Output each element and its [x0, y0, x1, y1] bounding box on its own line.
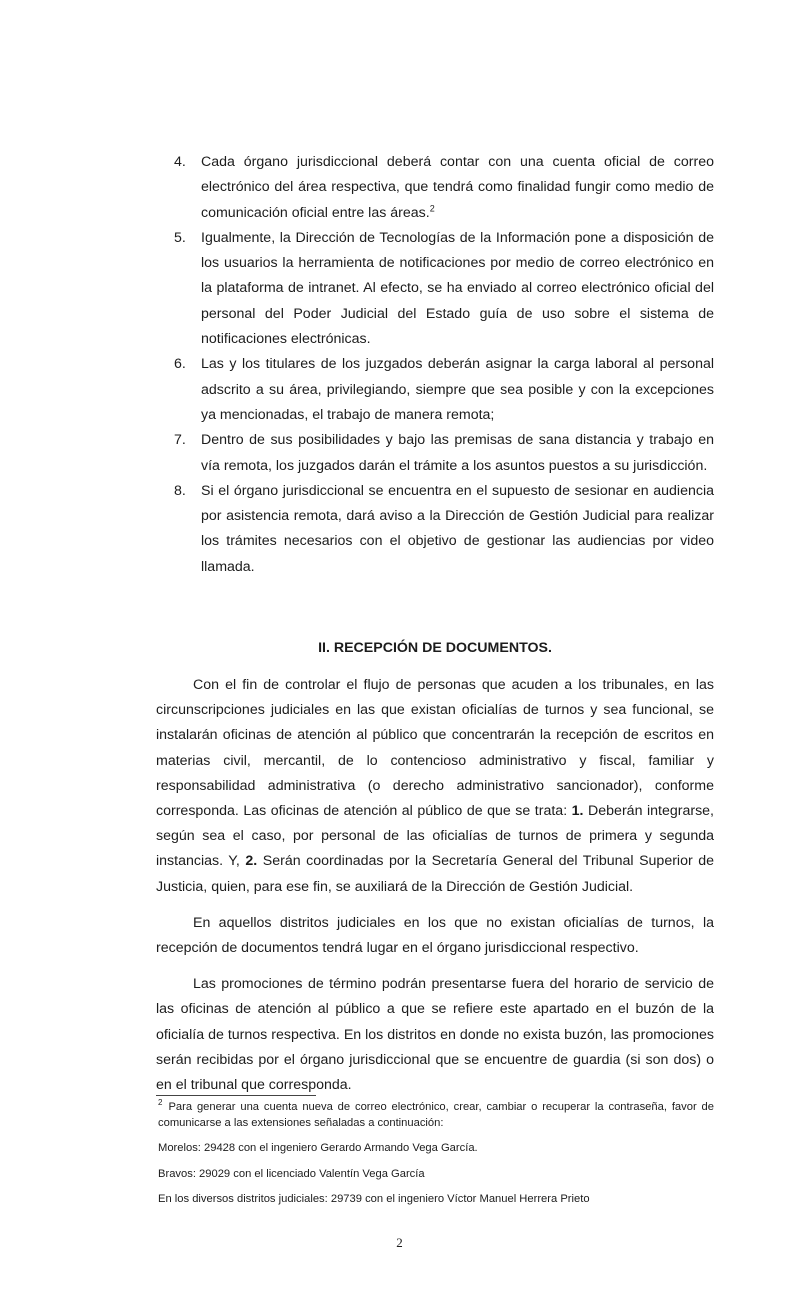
paragraph-text: Serán coordinadas por la Secretaría General del Tribunal Superior de Justicia, quien, para ese fin, se auxiliará de la Dirección de Gestión Judicial. — [156, 853, 715, 895]
footnote-marker: 2 — [158, 1098, 163, 1108]
section-heading: II. RECEPCIÓN DE DOCUMENTOS. — [318, 640, 552, 656]
footnote-reference: 2 — [429, 202, 435, 213]
list-item-text: Si el órgano jurisdiccional se encuentra en el supuesto de sesionar en audiencia por asistencia remota, dará aviso a la Dirección de Gestión Judicial para realizar los trámites necesarios con el objetivo de gestionar las audiencias por video llamada. — [201, 482, 714, 575]
footnote-separator — [156, 1095, 316, 1096]
list-item-number: 7. — [174, 432, 186, 449]
paragraph-no-oficialias: En aquellos distritos judiciales en los que no existan oficialías de turnos, la recepción de documentos tendrá lugar en el órgano jurisdiccional respectivo. — [156, 914, 714, 957]
numbered-list — [174, 150, 714, 580]
footnote-text: Para generar una cuenta nueva de correo electrónico, crear, cambiar o recuperar la contraseña, favor de comunicarse a las extensiones señaladas a continuación: — [158, 1101, 714, 1129]
list-item-text: Las y los titulares de los juzgados deberán asignar la carga laboral al personal adscrito a su área, privilegiando, siempre que sea posible y con la excepciones ya mencionadas, el trabajo de manera remota; — [201, 356, 714, 423]
footnote-contact-line: Morelos: 29428 con el ingeniero Gerardo Armando Vega García. — [158, 1142, 478, 1154]
footnote-contact-line: Bravos: 29029 con el licenciado Valentín Vega García — [158, 1167, 425, 1180]
list-item — [174, 479, 714, 580]
list-item-number: 6. — [174, 356, 186, 373]
bold-enumerator: 1. — [571, 803, 584, 820]
list-item — [174, 150, 714, 226]
bold-enumerator: 2. — [245, 853, 258, 870]
paragraph-text: Con el fin de controlar el flujo de personas que acuden a los tribunales, en las circunscripciones judiciales en las que existan oficialías de turnos y sea funcional, se instalarán oficinas de atención al público que concentrarán la recepción de escritos en materias civil, mercantil, de lo contencioso administrativo y fiscal, familiar y responsabilidad administrativa (o derecho administrativo sancionador), conforme corresponda. Las oficinas de atención al público de que se trata: — [156, 677, 714, 820]
footnotes — [158, 1100, 714, 1218]
paragraph-promociones: Las promociones de término podrán presentarse fuera del horario de servicio de las oficinas de atención al público a que se refiere este apartado en el buzón de la oficialía de turnos respectiva. En los distritos en donde no exista buzón, las promociones serán recibidas por el órgano jurisdiccional que se encuentre de guardia (si son dos) o en el tribunal que corresponda. — [156, 976, 714, 1094]
list-item-text: Dentro de sus posibilidades y bajo las premisas de sana distancia y trabajo en vía remota, los juzgados darán el trámite a los asuntos puestos a su jurisdicción. — [201, 432, 714, 474]
section-body — [156, 673, 714, 1109]
footnote-contact-line: En los diversos distritos judiciales: 29739 con el ingeniero Víctor Manuel Herrera Prieto — [158, 1193, 590, 1205]
list-item — [174, 226, 714, 352]
page-number: 2 — [396, 1235, 403, 1250]
paragraph-text: Deberán integrarse, según sea el caso, por personal de las oficialías de turnos de primera y segunda instancias. Y, — [156, 803, 715, 870]
list-item-number: 8. — [174, 482, 186, 499]
list-item — [174, 352, 714, 428]
list-item-number: 4. — [174, 154, 186, 170]
list-item-number: 5. — [174, 229, 186, 246]
footnote-intro — [158, 1100, 714, 1131]
paragraph-office-reception — [156, 673, 714, 900]
list-item-text: Cada órgano jurisdiccional deberá contar con una cuenta oficial de correo electrónico del área respectiva, que tendrá como finalidad fungir como medio de comunicación oficial entre las áreas. — [201, 154, 714, 221]
list-item-text: Igualmente, la Dirección de Tecnologías de la Información pone a disposición de los usuarios la herramienta de notificaciones por medio de correo electrónico en la plataforma de intranet. Al efecto, se ha enviado al correo electrónico oficial del personal del Poder Judicial del Estado guía de uso sobre el sistema de notificaciones electrónicas. — [201, 229, 714, 348]
list-item — [174, 428, 714, 479]
